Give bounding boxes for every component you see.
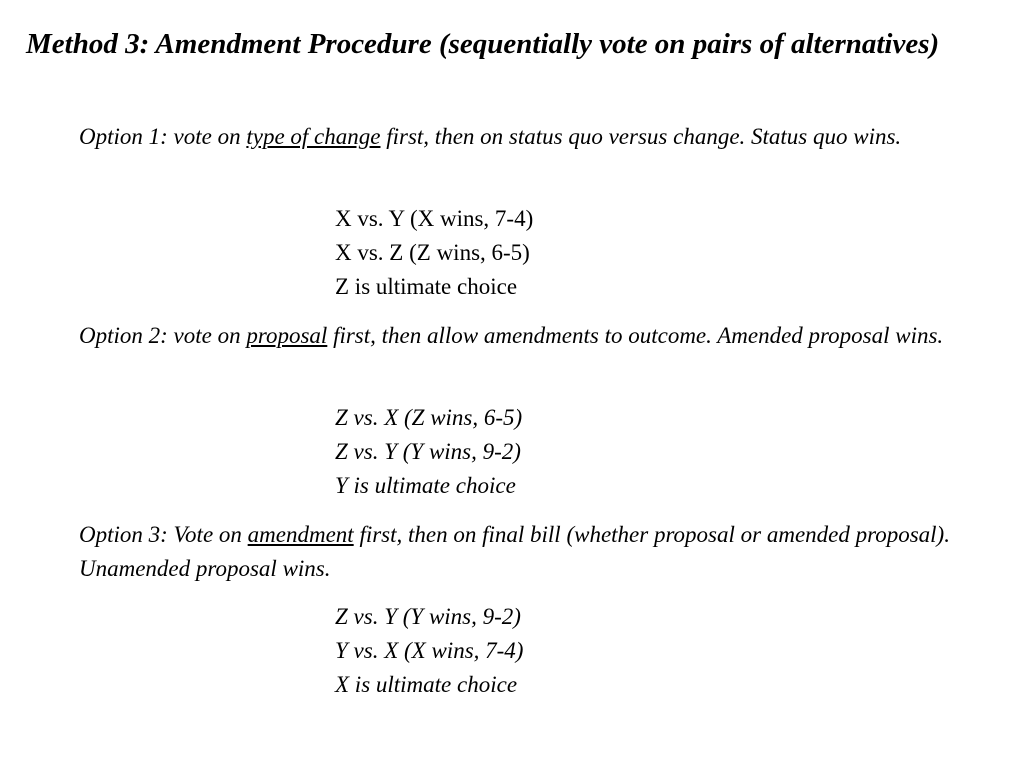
slide-title: Method 3: Amendment Procedure (sequentially vote on pairs of alternatives) <box>26 28 940 60</box>
option-2-text-after: first, then allow amendments to outcome. Amended proposal wins. <box>327 323 944 348</box>
option-1-description <box>79 120 979 154</box>
result-line: X vs. Z (Z wins, 6-5) <box>335 240 530 265</box>
option-3-key-term: amendment <box>247 522 354 547</box>
result-line: Y is ultimate choice <box>335 473 516 498</box>
result-line: Y vs. X (X wins, 7-4) <box>335 638 524 663</box>
result-line: X vs. Y (X wins, 7-4) <box>335 206 534 231</box>
option-2-results <box>335 401 755 503</box>
result-line: X is ultimate choice <box>335 672 518 697</box>
result-line: Z vs. Y (Y wins, 9-2) <box>335 604 521 629</box>
option-2-description <box>79 319 979 353</box>
option-1-key-term: type of change <box>246 124 381 149</box>
option-1-text-before: Option 1: vote on <box>79 124 247 149</box>
option-3-text-before: Option 3: Vote on <box>79 522 248 547</box>
result-line: Z vs. X (Z wins, 6-5) <box>335 405 523 430</box>
result-line: Z is ultimate choice <box>335 274 518 299</box>
result-line: Z vs. Y (Y wins, 9-2) <box>335 439 521 464</box>
option-1-results <box>335 202 755 304</box>
option-2-key-term: proposal <box>246 323 328 348</box>
option-3-results <box>335 600 755 702</box>
option-3-text-after: first, then on final bill (whether proposal or amended proposal). Unamended proposal wins. <box>79 522 950 581</box>
option-2-text-before: Option 2: vote on <box>79 323 247 348</box>
option-3-description <box>79 518 979 586</box>
option-1-text-after: first, then on status quo versus change. Status quo wins. <box>380 124 902 149</box>
